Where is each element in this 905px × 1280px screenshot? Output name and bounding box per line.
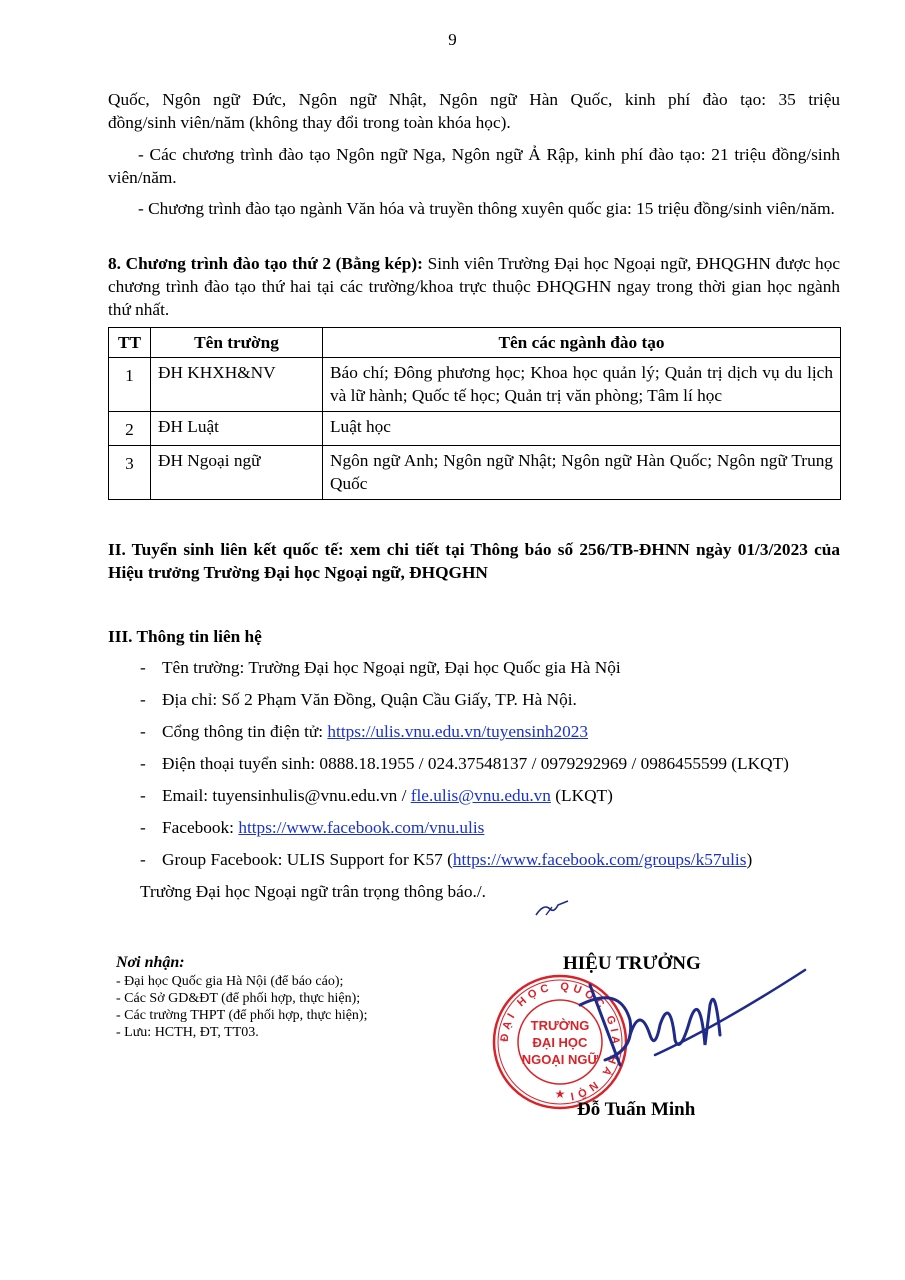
- paragraph-tuition-1-line1: Quốc, Ngôn ngữ Đức, Ngôn ngữ Nhật, Ngôn ngữ Hàn Quốc, kinh phí đào tạo: 35 triệu: [108, 90, 840, 109]
- contact-facebook: - Facebook: https://www.facebook.com/vnu.ulis: [140, 818, 485, 837]
- table-cell-tt: 3: [109, 446, 151, 500]
- section-8: [108, 252, 840, 321]
- table-cell-school: ĐH Luật: [151, 412, 323, 446]
- table-cell-school: ĐH Ngoại ngữ: [151, 446, 323, 500]
- table-cell-majors: Luật học: [323, 412, 841, 446]
- section-2-heading: II. Tuyển sinh liên kết quốc tế: xem chi tiết tại Thông báo số 256/TB-ĐHNN ngày 01/3/2023 của Hiệu trưởng Trường Đại học Ngoại ngữ, ĐHQGHN: [108, 540, 840, 582]
- svg-text:ĐẠI HỌC: ĐẠI HỌC: [532, 1035, 588, 1050]
- group-facebook-link[interactable]: https://www.facebook.com/groups/k57ulis: [452, 850, 747, 869]
- table-cell-tt: 2: [109, 412, 151, 446]
- table-cell-majors: Báo chí; Đông phương học; Khoa học quản lý; Quản trị dịch vụ du lịch và lữ hành; Quốc tế học; Quản trị văn phòng; Tâm lí học: [323, 358, 841, 412]
- svg-text:TRƯỜNG: TRƯỜNG: [530, 1018, 590, 1033]
- double-degree-table: [108, 327, 841, 500]
- table-header-row: [109, 328, 841, 358]
- recipient-item: - Lưu: HCTH, ĐT, TT03.: [116, 1025, 259, 1040]
- recipient-item: - Các trường THPT (để phối hợp, thực hiện);: [116, 1008, 368, 1023]
- section-8-body: Sinh viên Trường Đại học Ngoại ngữ, ĐHQGHN được học chương trình đào tạo thứ hai tại các trường/khoa trực thuộc ĐHQGHN ngay trong thời gian học ngành thứ nhất.: [108, 254, 841, 319]
- contact-address: - Địa chỉ: Số 2 Phạm Văn Đồng, Quận Cầu Giấy, TP. Hà Nội.: [140, 690, 577, 709]
- recipient-item: - Đại học Quốc gia Hà Nội (để báo cáo);: [116, 974, 344, 989]
- svg-text:ĐẠI HỌC QUỐC GIA HÀ NỘI: ĐẠI HỌC QUỐC GIA HÀ NỘI: [498, 980, 622, 1103]
- portal-link[interactable]: https://ulis.vnu.edu.vn/tuyensinh2023: [327, 722, 589, 741]
- closing-statement: Trường Đại học Ngoại ngữ trân trọng thông báo./.: [140, 882, 486, 901]
- table-header-tt: TT: [109, 328, 151, 358]
- paragraph-tuition-1-line2: đồng/sinh viên/năm (không thay đổi trong toàn khóa học).: [108, 113, 511, 132]
- table-cell-tt: 1: [109, 358, 151, 412]
- page-number: 9: [448, 30, 457, 49]
- email-link[interactable]: fle.ulis@vnu.edu.vn: [410, 786, 551, 805]
- section-3-heading: III. Thông tin liên hệ: [108, 627, 262, 646]
- initial-mark-icon: [532, 895, 572, 920]
- table-header-majors: Tên các ngành đào tạo: [323, 328, 841, 358]
- table-cell-majors: Ngôn ngữ Anh; Ngôn ngữ Nhật; Ngôn ngữ Hàn Quốc; Ngôn ngữ Trung Quốc: [323, 446, 841, 500]
- facebook-link[interactable]: https://www.facebook.com/vnu.ulis: [238, 818, 485, 837]
- recipients-block: [116, 954, 367, 1041]
- table-header-school: Tên trường: [151, 328, 323, 358]
- section-8-title: 8. Chương trình đào tạo thứ 2 (Bằng kép):: [108, 254, 423, 273]
- table-cell-school: ĐH KHXH&NV: [151, 358, 323, 412]
- table-row: [109, 446, 841, 500]
- contact-portal: - Cổng thông tin điện tử: https://ulis.vnu.edu.vn/tuyensinh2023: [140, 722, 589, 741]
- signatory-name: Đỗ Tuấn Minh: [577, 1099, 696, 1120]
- paragraph-tuition-3: - Chương trình đào tạo ngành Văn hóa và truyền thông xuyên quốc gia: 15 triệu đồng/sinh viên/năm.: [138, 199, 835, 218]
- paragraph-tuition-2: - Các chương trình đào tạo Ngôn ngữ Nga, Ngôn ngữ Ả Rập, kinh phí đào tạo: 21 triệu đồng/sinh viên/năm.: [108, 145, 840, 187]
- signature-title: HIỆU TRƯỞNG: [563, 953, 701, 974]
- table-row: [109, 358, 841, 412]
- svg-text:★: ★: [554, 1087, 566, 1101]
- contact-school-name: - Tên trường: Trường Đại học Ngoại ngữ, Đại học Quốc gia Hà Nội: [140, 658, 621, 677]
- contact-group-facebook: - Group Facebook: ULIS Support for K57 (https://www.facebook.com/groups/k57ulis): [140, 850, 753, 869]
- recipient-item: - Các Sở GD&ĐT (để phối hợp, thực hiện);: [116, 991, 361, 1006]
- signature-scribble-icon: [560, 965, 810, 1075]
- svg-text:NGOẠI NGỮ: NGOẠI NGỮ: [521, 1052, 599, 1067]
- contact-phone: - Điện thoại tuyển sinh: 0888.18.1955 / 024.37548137 / 0979292969 / 0986455599 (LKQT): [140, 754, 789, 773]
- contact-email: - Email: tuyensinhulis@vnu.edu.vn / fle.ulis@vnu.edu.vn (LKQT): [140, 786, 613, 805]
- recipients-title: Nơi nhận:: [116, 954, 185, 971]
- table-row: [109, 412, 841, 446]
